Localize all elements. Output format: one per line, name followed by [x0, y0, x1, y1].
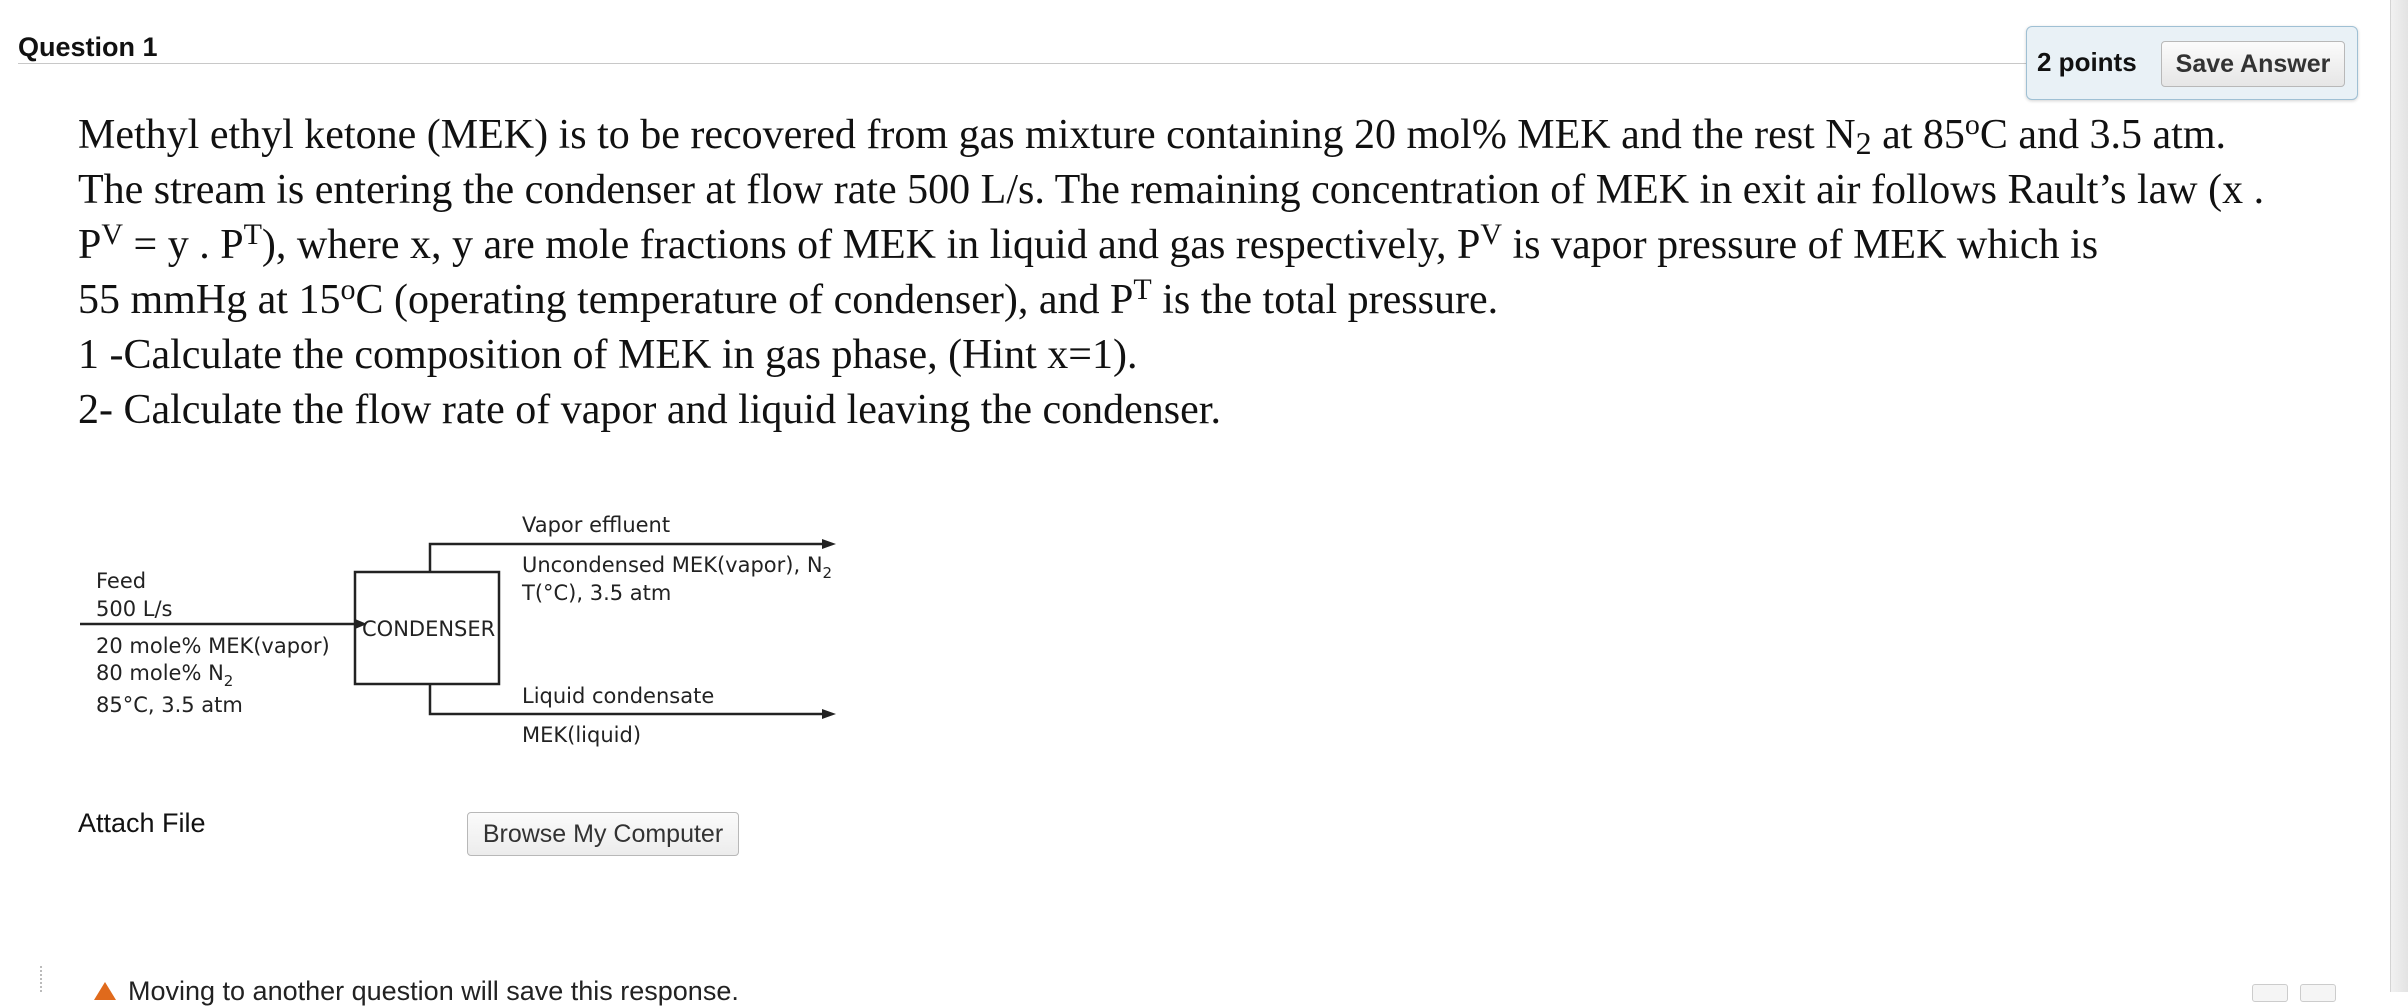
vapor-arrow-head	[822, 539, 836, 549]
condenser-label: CONDENSER	[362, 617, 496, 641]
question-text	[78, 108, 2308, 438]
browse-computer-button[interactable]: Browse My Computer	[467, 812, 739, 856]
liquid-composition: MEK(liquid)	[522, 723, 642, 747]
dotted-divider	[40, 966, 42, 992]
nav-icon-right[interactable]	[2300, 984, 2336, 1002]
warning-icon	[94, 982, 116, 1000]
question-line-1: Methyl ethyl ketone (MEK) is to be recovered from gas mixture containing 20 mol% MEK and the rest $N_2$ at 85$^o$C and 3.5 atm.	[78, 108, 2227, 161]
points-label: 2 points	[2037, 47, 2137, 77]
liquid-condensate-label: Liquid condensate	[522, 684, 715, 708]
vapor-composition: Uncondensed MEK(vapor), $N_2$	[522, 553, 833, 582]
page-scrollbar[interactable]	[2390, 0, 2408, 992]
question-line-3: $P^V = y$ . $P^T$), where x, y are mole fractions of MEK in liquid and gas respectively, $P^V$ is vapor pressure of MEK which is	[78, 218, 2099, 268]
vapor-effluent-label: Vapor effluent	[522, 513, 671, 537]
question-title: Question 1	[18, 32, 158, 62]
feed-conditions: 85°C, 3.5 atm	[96, 693, 243, 717]
question-line-4: 55 mmHg at 15$^o$C (operating temperature of condenser), and $P^T$ is the total pressure.	[78, 273, 1499, 323]
attach-file-label: Attach File	[78, 808, 206, 838]
feed-composition-2: 80 mole% $N_2$	[96, 661, 234, 690]
nav-icon-left[interactable]	[2252, 984, 2288, 1002]
vapor-conditions: T(°C), 3.5 atm	[522, 581, 672, 605]
save-warning-text: Moving to another question will save this response.	[128, 976, 739, 1006]
save-answer-button[interactable]: Save Answer	[2161, 41, 2345, 87]
title-divider	[18, 63, 2026, 64]
points-panel	[2026, 26, 2358, 100]
liquid-arrow-head	[822, 709, 836, 719]
feed-composition-1: 20 mole% MEK(vapor)	[96, 634, 330, 658]
question-line-6: 2- Calculate the flow rate of vapor and liquid leaving the condenser.	[78, 387, 1221, 433]
question-line-2: The stream is entering the condenser at flow rate 500 L/s. The remaining concentration of MEK in exit air follows Rault’s law (x .	[78, 167, 2265, 213]
question-line-5: 1 -Calculate the composition of MEK in gas phase, (Hint x=1).	[78, 332, 1138, 378]
feed-rate: 500 L/s	[96, 597, 173, 621]
feed-label: Feed	[96, 569, 147, 593]
condenser-diagram	[80, 500, 850, 760]
